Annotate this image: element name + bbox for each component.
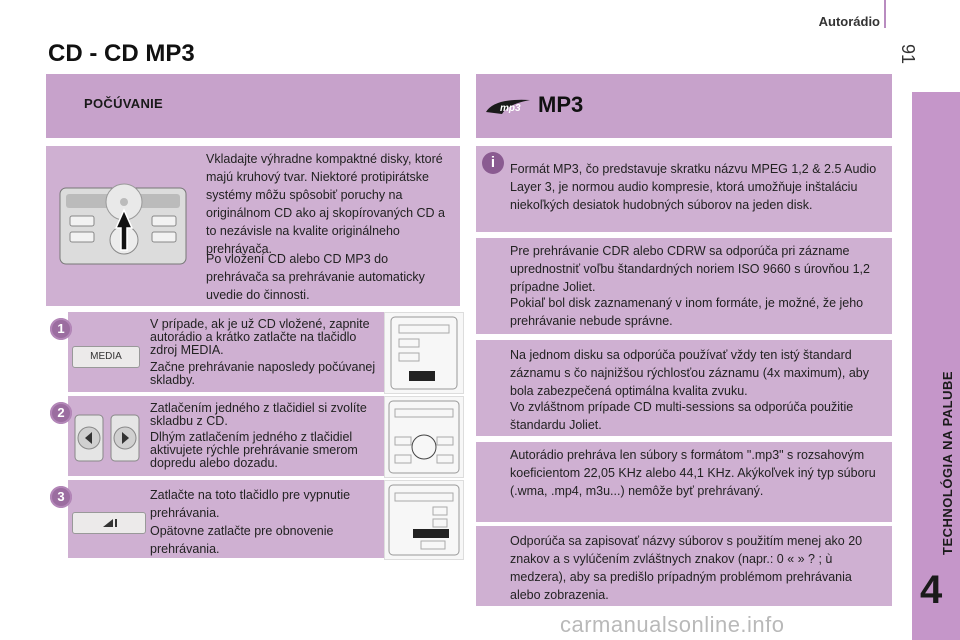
mp3-heading: MP3 — [538, 92, 584, 117]
section-title: Autorádio — [818, 14, 880, 29]
listening-heading: POČÚVANIE — [84, 96, 164, 111]
standard-text-2: Vo zvláštnom prípade CD multi-sessions sa odporúča použitie štandardu Joliet. — [510, 400, 854, 432]
step-badge-3: 3 — [50, 486, 72, 508]
chapter-number: 4 — [920, 568, 943, 612]
standard-text-1: Na jednom disku sa odporúča používať vždy ten istý štandard záznamu s čo najnižšou rýchlosťou záznamu (4x maximum), aby bola zabezpečená optimálna kvalita zvuku. — [510, 348, 869, 398]
mp3-logo-text: mp3 — [500, 103, 521, 114]
step3-text-1: Zatlačte na toto tlačidlo pre vypnutie prehrávania. — [150, 488, 351, 520]
step-badge-2: 2 — [50, 402, 72, 424]
format-text: Autorádio prehráva len súbory s formátom ".mp3" s rozsahovým koeficientom 22,05 KHz alebo 44,1 KHz. Akýkoľvek iný typ súboru (.wma, .mp4, m3u...) nemôže byť prehrávaný. — [510, 448, 876, 498]
cd-player-icon — [58, 180, 188, 268]
page-title: CD - CD MP3 — [48, 40, 195, 67]
media-button: MEDIA — [72, 346, 140, 368]
header-divider — [884, 0, 886, 28]
pause-icon — [72, 512, 146, 534]
intro-paragraph-1: Vkladajte výhradne kompaktné disky, ktoré majú kruhový tvar. Niektoré protipirátske systémy môžu spôsobiť poruchy na originálnom CD ako aj skopírovaných CD a to nezávisle na kvalite originálneho prehrávača. — [206, 152, 445, 256]
skip-back-icon — [74, 414, 104, 462]
watermark: carmanualsonline.info — [560, 612, 785, 637]
step-badge-1: 1 — [50, 318, 72, 340]
step1-text-2: Začne prehrávanie naposledy počúvanej skladby. — [150, 360, 376, 387]
info-icon: i — [482, 152, 504, 174]
radio-diagram-2-icon — [384, 396, 464, 478]
intro-paragraph-2: Po vložení CD alebo CD MP3 do prehrávača sa prehrávanie automaticky uvedie do činnosti. — [206, 252, 425, 302]
step2-text-2: Dlhým zatlačením jedného z tlačidiel aktivujete rýchle prehrávanie smerom dopredu alebo dozadu. — [150, 430, 358, 470]
radio-diagram-1-icon — [384, 312, 464, 394]
info-text: Formát MP3, čo predstavuje skratku názvu MPEG 1,2 & 2.5 Audio Layer 3, je normou audio kompresie, ktorá umožňuje inštaláciu niekoľkých desiatok hudobných súborov na jeden disk. — [510, 162, 877, 212]
chapter-label: TECHNOLÓGIA NA PALUBE — [940, 370, 955, 555]
radio-diagram-3-icon — [384, 480, 464, 560]
skip-forward-icon — [110, 414, 140, 462]
cdr-text-2: Pokiaľ bol disk zaznamenaný v inom formáte, je možné, že jeho prehrávanie nebude správne. — [510, 296, 864, 328]
step3-text-2: Opätovne zatlačte pre obnovenie prehrávania. — [150, 524, 334, 556]
page-number: 91 — [898, 44, 918, 65]
cdr-text-1: Pre prehrávanie CDR alebo CDRW sa odporúča pri zázname uprednostniť voľbu štandardných noriem ISO 9660 s úrovňou 1,2 prípadne Joliet. — [510, 244, 870, 294]
step1-text-1: V prípade, ak je už CD vložené, zapnite autorádio a krátko zatlačte na tlačidlo zdroj MEDIA. — [150, 317, 370, 357]
mp3-logo-icon — [484, 96, 532, 116]
filename-text: Odporúča sa zapisovať názvy súborov s použitím menej ako 20 znakov a s vylúčením zvláštnych znakov (napr.: 0 « » ? ; ù medzera), aby sa predišlo prípadným problémom prehrávania alebo zobrazenia. — [510, 534, 863, 602]
chapter-sidebar — [912, 92, 960, 640]
step2-text-1: Zatlačením jedného z tlačidiel si zvolíte skladbu z CD. — [150, 401, 367, 428]
